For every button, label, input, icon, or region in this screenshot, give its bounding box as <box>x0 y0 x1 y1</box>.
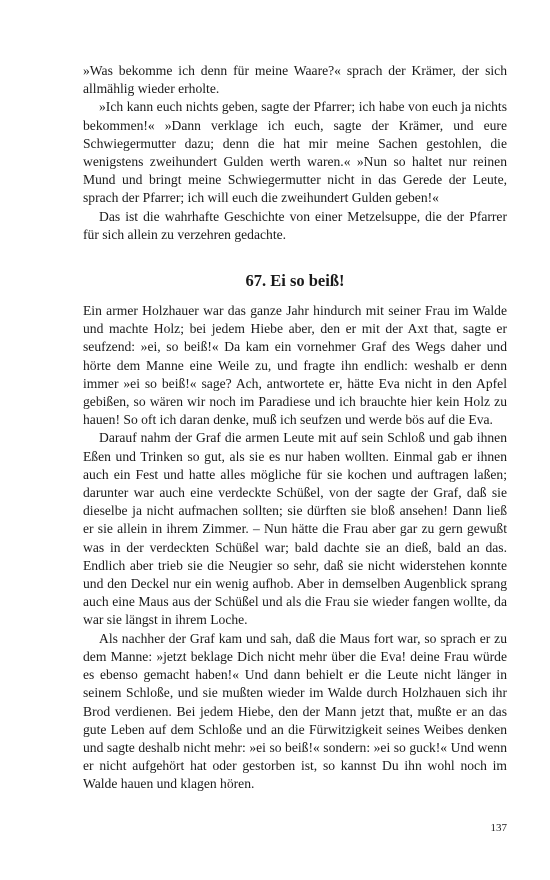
paragraph: »Was bekomme ich denn für meine Waare?« sprach der Krämer, der sich allmählig wieder erholte. <box>83 63 507 97</box>
page-number: 137 <box>490 822 507 834</box>
paragraph: »Ich kann euch nichts geben, sagte der Pfarrer; ich habe von euch ja nichts bekommen!« »Dann verklage ich euch, sagte der Krämer, und eure Schwiegermutter dazu; denn die hat mir meine Sachen gestohlen, die wenigstens zweihundert Gulden werth waren.« »Nun so haltet nur reinen Mund und bringt meine Schwiegermutter nicht in das Gerede der Leute, sprach der Pfarrer; ich will euch die zweihundert Gulden geben!« <box>83 99 507 206</box>
paragraph: Ein armer Holzhauer war das ganze Jahr hindurch mit seiner Frau im Walde und machte Holz; bei jedem Hiebe aber, den er mit der Axt that, sagte er seufzend: »ei, so beiß!« Da kam ein vornehmer Graf des Wegs daher und hörte dem Manne eine Weile zu, und fragte ihn endlich: weshalb er denn immer »ei so beiß!« sage? Ach, antwortete er, hätte Eva nicht in den Apfel gebißen, so wären wir noch im Paradiese und ich brauchte hier kein Holz zu hauen! So oft ich daran denke, muß ich seufzen und werde bös auf die Eva. <box>83 303 507 428</box>
page-body <box>83 62 507 794</box>
paragraph: Das ist die wahrhafte Geschichte von einer Metzelsuppe, die der Pfarrer für sich allein zu verzehren gedachte. <box>83 208 507 242</box>
paragraph: Darauf nahm der Graf die armen Leute mit auf sein Schloß und gab ihnen Eßen und Trinken so gut, als sie es nur haben wollten. Einmal gab er ihnen auch ein Fest und hatte alles mögliche für sie kochen und auftragen laßen; darunter war auch eine verdeckte Schüßel, von der sagte der Graf, daß sie dieselbe ja nicht aufmachen sollten; sie dürften sie bloß ansehen! Dann ließ er sie allein in ihrem Zimmer. – Nun hätte die Frau aber gar zu gern gewußt was in der verdeckten Schüßel war; bald dachte sie an dieß, bald an das. Endlich aber trieb sie die Neugier so sehr, daß sie nicht widerstehen konnte und den Deckel nur ein wenig aufhob. Aber in demselben Augenblick sprang auch eine Maus aus der Schüßel und als die Frau sie wieder fangen wollte, da war sie längst in ihrem Loche. <box>83 430 507 628</box>
chapter-title: 67. Ei so beiß! <box>245 271 345 291</box>
paragraph: Als nachher der Graf kam und sah, daß die Maus fort war, so sprach er zu dem Manne: »jetzt beklage Dich nicht mehr über die Eva! deine Frau würde es ebenso gemacht haben!« Und dann behielt er die Leute nicht länger in seinem Schloße, und sie mußten wieder im Walde durch Holzhauen sich ihr Brod verdienen. Bei jedem Hiebe, den der Mann jetzt that, mußte er an das gute Leben auf dem Schloße und an die Fürwitzigkeit seines Weibes denken und sagte deshalb nicht mehr: »ei so beiß!« sondern: »ei so guck!« Und wenn er nicht aufgehört hat oder gestorben ist, so kannst Du ihn wohl noch im Walde hauen und klagen hören. <box>83 630 507 792</box>
